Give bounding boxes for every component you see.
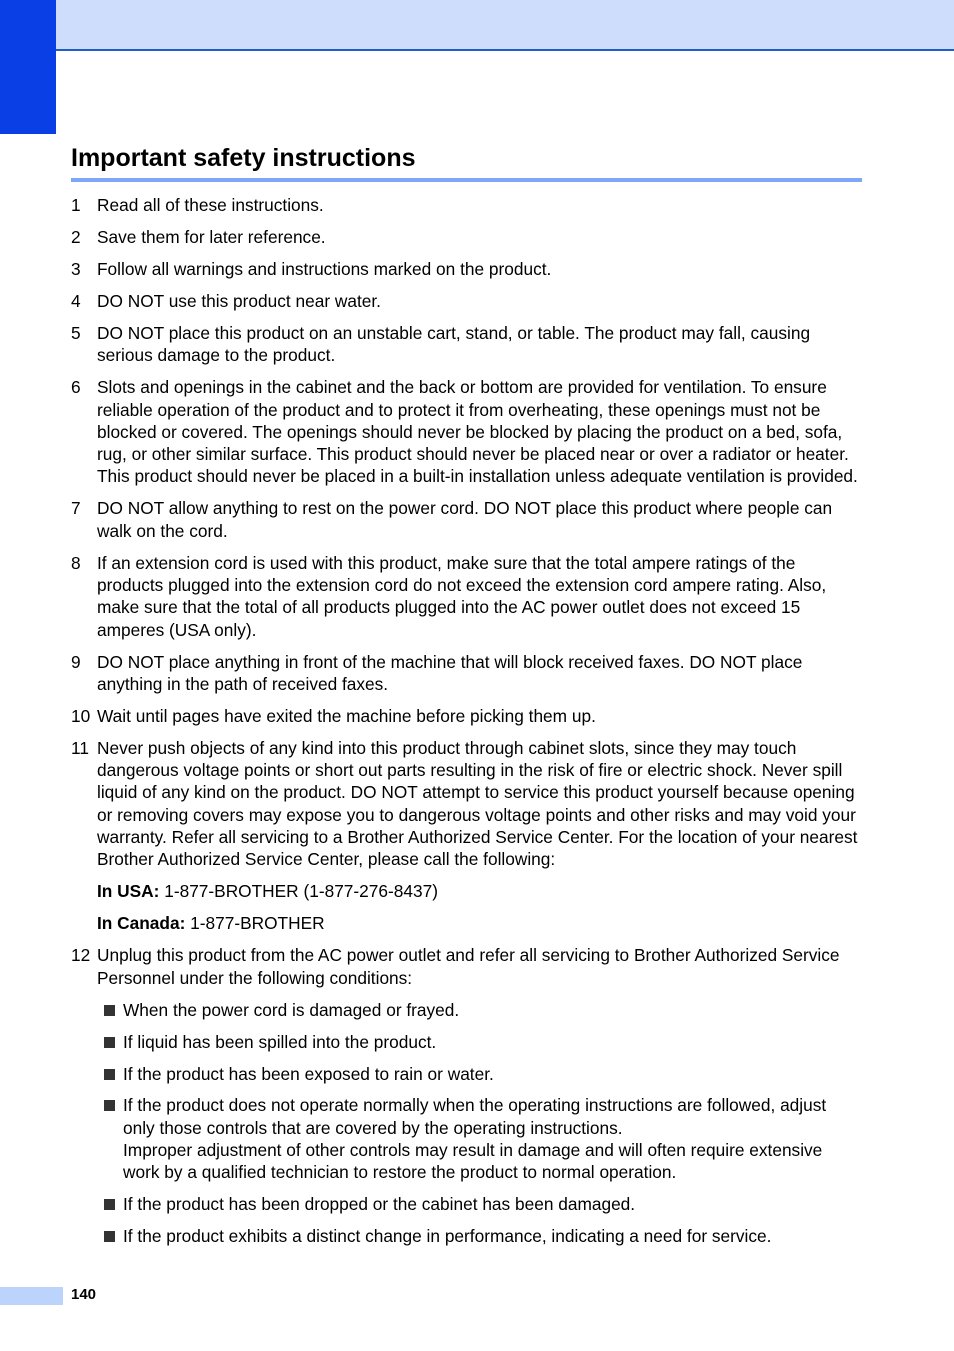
item-number: 3 [71, 258, 81, 279]
contact-canada [71, 912, 862, 934]
instruction-item-9 [71, 651, 862, 696]
page-title: Important safety instructions [71, 144, 416, 172]
item-number: 10 [71, 705, 91, 726]
title-underline [71, 178, 862, 182]
chapter-tab [0, 0, 56, 134]
item-number: 12 [71, 945, 91, 966]
instruction-item-1 [71, 194, 862, 216]
instruction-item-10 [71, 705, 862, 727]
square-bullet-icon [104, 1199, 115, 1210]
item-number: 11 [71, 737, 89, 758]
condition-note: Improper adjustment of other controls may result in damage and will often require extensive work by a qualified technician to restore the product to normal operation. [123, 1140, 823, 1183]
service-conditions-list [71, 999, 862, 1248]
item-number: 2 [71, 226, 81, 247]
condition-text: If the product has been dropped or the cabinet has been damaged. [123, 1194, 636, 1215]
item-text: DO NOT use this product near water. [97, 290, 381, 311]
item-text: DO NOT place anything in front of the machine that will block received faxes. DO NOT place anything in the path of received faxes. [97, 651, 803, 694]
instruction-item-6 [71, 376, 862, 487]
item-text: Slots and openings in the cabinet and the back or bottom are provided for ventilation. To ensure reliable operation of the product and to protect it from overheating, these openings must not be blocked or covered. The openings should never be blocked by placing the product on a bed, sofa, rug, or other similar surface. This product should never be placed near or over a radiator or heater. This product should never be placed in a built-in installation unless adequate ventilation is provided. [97, 377, 858, 487]
item-text: Save them for later reference. [97, 226, 326, 247]
contact-usa-number: 1-877-BROTHER (1-877-276-8437) [164, 881, 438, 902]
condition-text: If liquid has been spilled into the product. [123, 1031, 437, 1052]
item-text: Follow all warnings and instructions marked on the product. [97, 258, 552, 279]
item-number: 6 [71, 377, 81, 398]
contact-usa [71, 880, 862, 902]
item-text: Wait until pages have exited the machine before picking them up. [97, 705, 596, 726]
item-text: Unplug this product from the AC power outlet and refer all servicing to Brother Authorized Service Personnel under the following conditions: [97, 945, 840, 988]
item-number: 4 [71, 290, 81, 311]
condition-item [123, 1225, 862, 1247]
contact-canada-label: In Canada: [97, 913, 186, 934]
condition-item [123, 1193, 862, 1215]
item-number: 5 [71, 322, 81, 343]
contact-canada-number: 1-877-BROTHER [190, 913, 325, 934]
square-bullet-icon [104, 1005, 115, 1016]
item-text: DO NOT allow anything to rest on the power cord. DO NOT place this product where people can walk on the cord. [97, 498, 833, 541]
item-text: Never push objects of any kind into this product through cabinet slots, since they may touch dangerous voltage points or short out parts resulting in the risk of fire or electric shock. Never spill liquid of any kind on the product. DO NOT attempt to service this product yourself because opening or removing covers may expose you to dangerous voltage points and other risks and may void your warranty. Refer all servicing to a Brother Authorized Service Center. For the location of your nearest Brother Authorized Service Center, please call the following: [97, 737, 858, 870]
instruction-item-4 [71, 290, 862, 312]
footer-band [0, 1287, 63, 1305]
condition-text: If the product has been exposed to rain or water. [123, 1063, 494, 1084]
instruction-item-11 [71, 737, 862, 871]
item-number: 7 [71, 498, 81, 519]
condition-item [123, 1063, 862, 1085]
page-number: 140 [71, 1286, 97, 1303]
instruction-item-7 [71, 497, 862, 542]
condition-text: If the product exhibits a distinct change in performance, indicating a need for service. [123, 1226, 772, 1247]
instruction-item-5 [71, 322, 862, 367]
header-band [0, 0, 954, 51]
item-number: 8 [71, 552, 81, 573]
instruction-item-2 [71, 226, 862, 248]
condition-item [123, 999, 862, 1021]
contact-usa-label: In USA: [97, 881, 160, 902]
instruction-item-8 [71, 552, 862, 641]
square-bullet-icon [104, 1100, 115, 1111]
square-bullet-icon [104, 1069, 115, 1080]
condition-item [123, 1031, 862, 1053]
condition-item [123, 1094, 862, 1183]
item-text: Read all of these instructions. [97, 195, 324, 215]
item-text: DO NOT place this product on an unstable cart, stand, or table. The product may fall, causing serious damage to the product. [97, 322, 811, 366]
item-number: 1 [71, 195, 81, 215]
square-bullet-icon [104, 1231, 115, 1242]
square-bullet-icon [104, 1037, 115, 1048]
condition-text: When the power cord is damaged or frayed. [123, 999, 460, 1020]
item-text: If an extension cord is used with this product, make sure that the total ampere ratings of the products plugged into the extension cord do not exceed the extension cord ampere rating. Also, make sure that the total of all products plugged into the AC power outlet does not exceed 15 amperes (USA only). [97, 552, 827, 640]
instruction-item-12 [71, 944, 862, 989]
safety-instructions-list [71, 194, 862, 1257]
item-number: 9 [71, 651, 81, 672]
instruction-item-3 [71, 258, 862, 280]
condition-text: If the product does not operate normally when the operating instructions are followed, adjust only those controls that are covered by the operating instructions. [123, 1095, 827, 1138]
